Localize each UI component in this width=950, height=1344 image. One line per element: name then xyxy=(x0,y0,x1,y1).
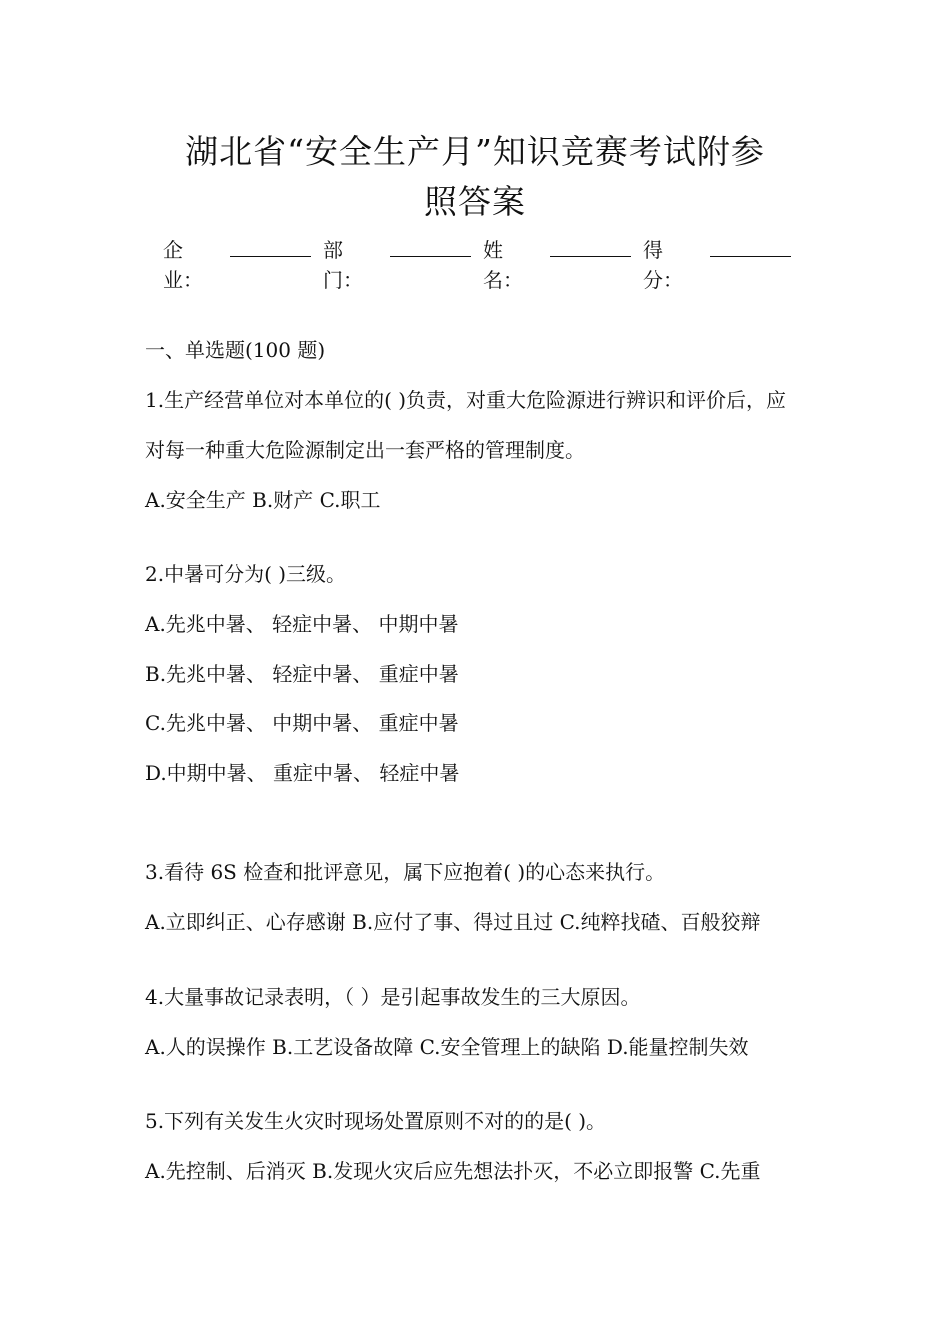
name-label: 姓名： xyxy=(483,238,523,292)
question-5-options: A.先控制、后消灭 B.发现火灾后应先想法扑灭，不必立即报警 C.先重 xyxy=(145,1159,761,1183)
score-label: 得分： xyxy=(643,238,683,292)
document-title-line-1: 湖北省“安全生产月”知识竞赛考试附参 xyxy=(185,132,765,171)
department-field xyxy=(323,235,471,295)
question-2-option-b: B.先兆中暑、 轻症中暑、 重症中暑 xyxy=(145,662,459,686)
question-4-stem: 4.大量事故记录表明，（ ）是引起事故发生的三大原因。 xyxy=(145,985,641,1009)
section-heading: 一、单选题(100 题) xyxy=(145,338,326,362)
question-2-option-c: C.先兆中暑、 中期中暑、 重症中暑 xyxy=(145,711,459,735)
question-2-stem: 2.中暑可分为( )三级。 xyxy=(145,562,347,586)
company-blank xyxy=(230,236,311,257)
question-1-options: A.安全生产 B.财产 C.职工 xyxy=(145,488,381,512)
department-label: 部门： xyxy=(323,238,363,292)
name-field xyxy=(483,235,631,295)
score-blank xyxy=(710,236,791,257)
question-5-stem: 5.下列有关发生火灾时现场处置原则不对的的是( )。 xyxy=(145,1109,607,1133)
question-3-stem: 3.看待 6S 检查和批评意见，属下应抱着( )的心态来执行。 xyxy=(145,860,666,884)
document-title-line-2: 照答案 xyxy=(424,182,526,221)
name-blank xyxy=(550,236,631,257)
question-4-options: A.人的误操作 B.工艺设备故障 C.安全管理上的缺陷 D.能量控制失效 xyxy=(145,1035,749,1059)
department-blank xyxy=(390,236,471,257)
exam-info-row xyxy=(163,235,803,295)
score-field xyxy=(643,235,791,295)
company-label: 企业： xyxy=(163,238,203,292)
question-2-option-d: D.中期中暑、 重症中暑、 轻症中暑 xyxy=(145,761,460,785)
question-1-stem-line-2: 对每一种重大危险源制定出一套严格的管理制度。 xyxy=(145,438,585,462)
question-3-options: A.立即纠正、心存感谢 B.应付了事、得过且过 C.纯粹找碴、百般狡辩 xyxy=(145,910,761,934)
company-field xyxy=(163,235,311,295)
question-1-stem-line-1: 1.生产经营单位对本单位的( )负责，对重大危险源进行辨识和评价后，应 xyxy=(145,388,787,412)
question-2-option-a: A.先兆中暑、 轻症中暑、 中期中暑 xyxy=(145,612,459,636)
